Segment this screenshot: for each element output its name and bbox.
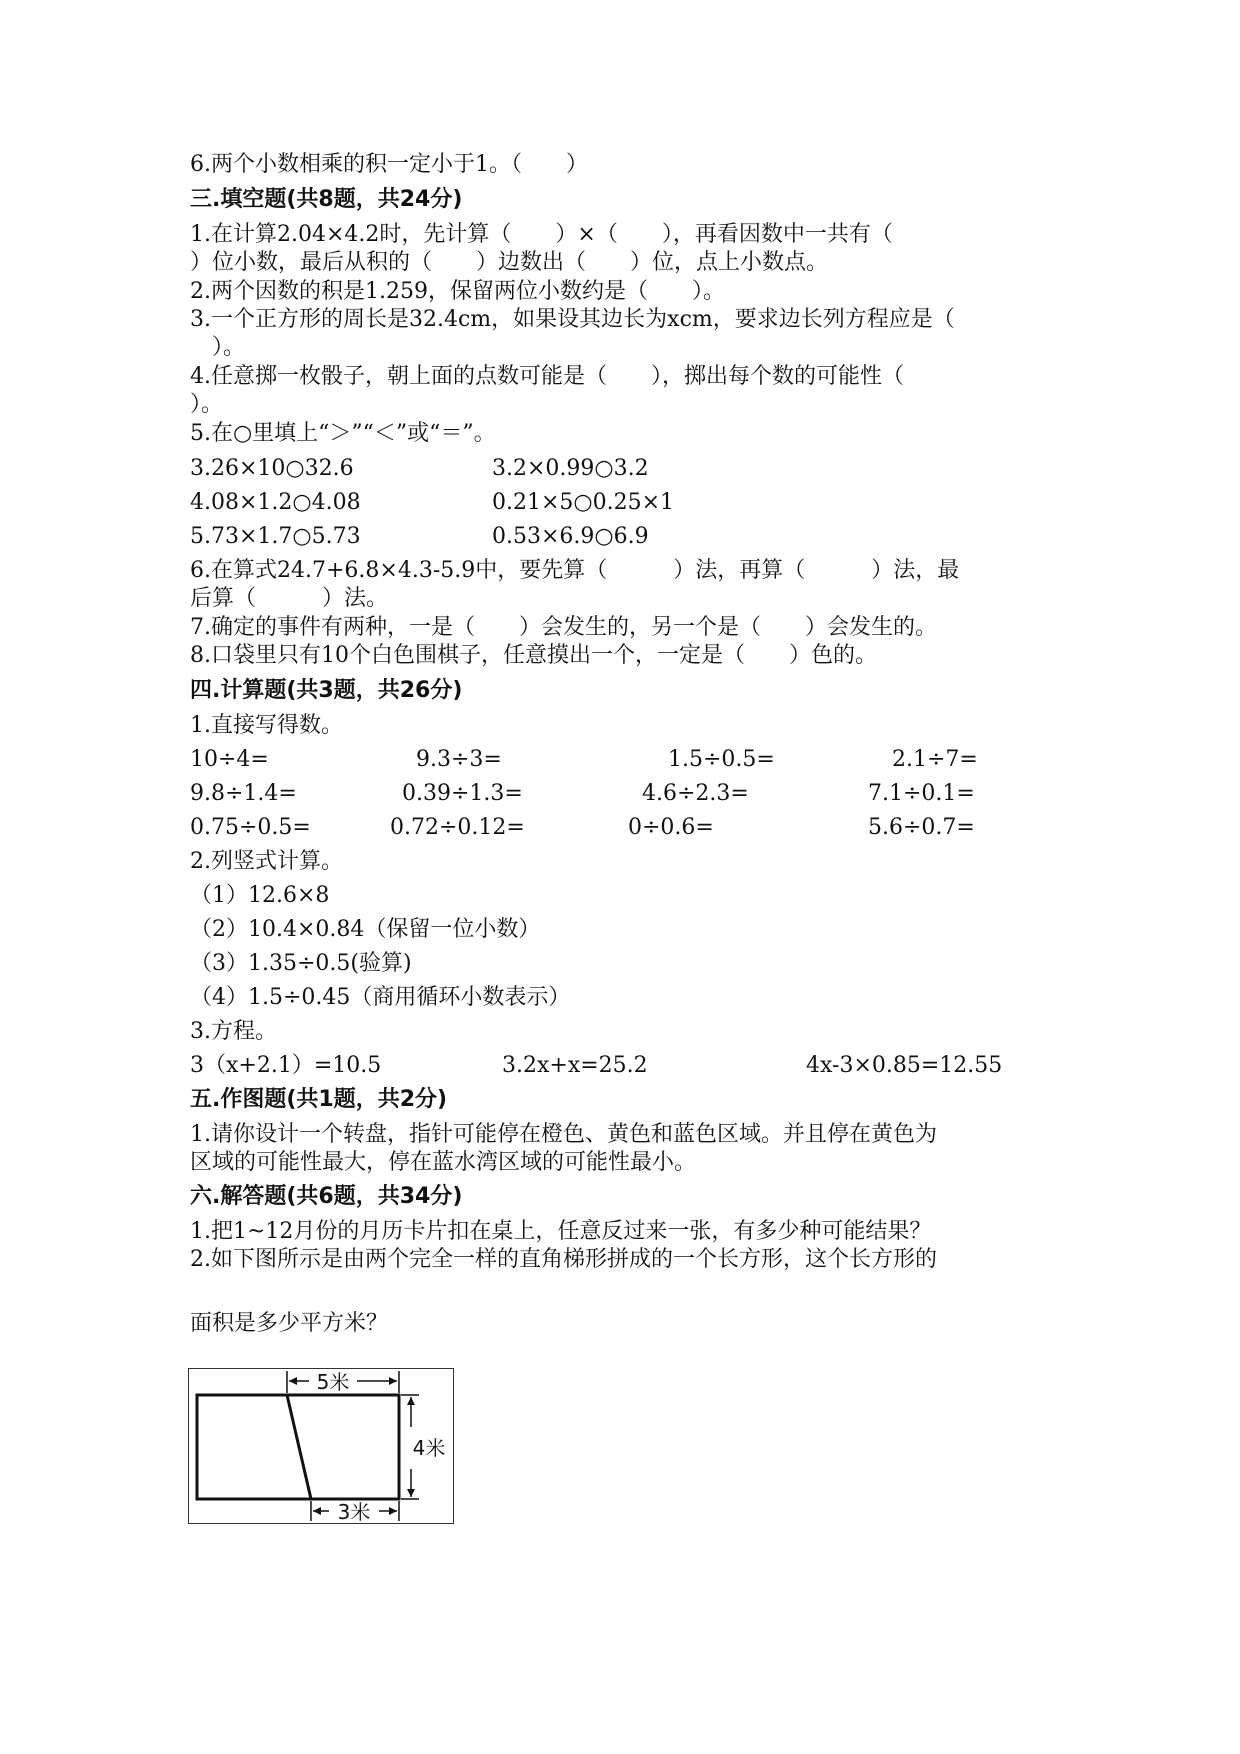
right-dim-arrow-top [407,1397,415,1405]
trapezoid-divider [287,1395,311,1499]
right-dim-label: 4米 [412,1436,446,1460]
vertical-item: （1）12.6×8 [190,883,330,908]
oral-item: 2.1÷7= [892,747,978,772]
compare-item: 3.2×0.99○3.2 [492,456,649,481]
fill-q3-line2: ）。 [190,335,246,360]
compare-item: 4.08×1.2○4.08 [190,490,361,515]
equation-item: 3.2x+x=25.2 [502,1053,648,1078]
fill-q7: 7.确定的事件有两种，一是（ ）会发生的，另一个是（ ）会发生的。 [190,615,937,640]
oral-item: 0÷0.6= [628,815,714,840]
draw-q1-line2: 区域的可能性最大，停在蓝水湾区域的可能性最小。 [190,1150,697,1175]
compare-item: 0.53×6.9○6.9 [492,524,649,549]
fill-q2: 2.两个因数的积是1.259，保留两位小数约是（ ）。 [190,279,725,304]
oral-item: 9.8÷1.4= [190,781,297,806]
oral-item: 5.6÷0.7= [868,815,975,840]
vertical-item: （4）1.5÷0.45（商用循环小数表示） [190,985,571,1010]
bottom-dim-arrow-right [389,1507,397,1515]
equation-item: 3（x+2.1）=10.5 [190,1053,382,1078]
rectangle-trapezoid-figure [188,1368,454,1524]
section-5-title: 五.作图题(共1题，共2分) [190,1087,448,1112]
bottom-dim-arrow-left [313,1507,321,1515]
oral-item: 7.1÷0.1= [868,781,975,806]
section-4-title: 四.计算题(共3题，共26分) [190,678,463,703]
fill-q4-line1: 4.任意掷一枚骰子，朝上面的点数可能是（ ），掷出每个数的可能性（ [190,364,904,389]
section-3-title: 三.填空题(共8题，共24分) [190,187,463,212]
bottom-dim-label: 3米 [337,1500,371,1523]
equation-item: 4x-3×0.85=12.55 [806,1053,1003,1078]
compare-item: 0.21×5○0.25×1 [492,490,675,515]
calc-q1: 1.直接写得数。 [190,713,343,738]
fill-q4-line2: ）。 [190,392,224,417]
calc-q3: 3.方程。 [190,1019,277,1044]
judge-q6: 6.两个小数相乘的积一定小于1。（ ） [190,152,588,177]
fill-q6-line2: 后算（ ）法。 [190,586,389,611]
compare-item: 3.26×10○32.6 [190,456,354,481]
oral-item: 10÷4= [190,747,269,772]
right-dim-arrow-bottom [407,1489,415,1497]
answer-q2-line2: 面积是多少平方米？ [190,1311,389,1336]
top-dim-label: 5米 [316,1370,350,1394]
fill-q8: 8.口袋里只有10个白色围棋子，任意摸出一个，一定是（ ）色的。 [190,643,877,668]
answer-q2-line1: 2.如下图所示是由两个完全一样的直角梯形拼成的一个长方形，这个长方形的 [190,1247,937,1272]
draw-q1-line1: 1.请你设计一个转盘，指针可能停在橙色、黄色和蓝色区域。并且停在黄色为 [190,1122,937,1147]
fill-q1-line2: ）位小数，最后从积的（ ）边数出（ ）位，点上小数点。 [190,250,829,275]
oral-item: 9.3÷3= [416,747,502,772]
oral-item: 0.72÷0.12= [390,815,525,840]
fill-q5: 5.在○里填上“＞”“＜”或“＝”。 [190,421,496,446]
oral-item: 1.5÷0.5= [668,747,775,772]
figure-svg [189,1369,453,1523]
calc-q2: 2.列竖式计算。 [190,849,343,874]
compare-item: 5.73×1.7○5.73 [190,524,361,549]
top-dim-arrow-right [389,1377,397,1385]
vertical-item: （2）10.4×0.84（保留一位小数） [190,917,541,942]
section-6-title: 六.解答题(共6题，共34分) [190,1184,463,1209]
fill-q1-line1: 1.在计算2.04×4.2时，先计算（ ）×（ ），再看因数中一共有（ [190,222,893,247]
oral-item: 4.6÷2.3= [642,781,749,806]
answer-q1: 1.把1~12月份的月历卡片扣在桌上，任意反过来一张，有多少种可能结果？ [190,1219,932,1244]
top-dim-arrow-left [289,1377,297,1385]
vertical-item: （3）1.35÷0.5(验算) [190,951,412,976]
oral-item: 0.39÷1.3= [402,781,523,806]
fill-q6-line1: 6.在算式24.7+6.8×4.3-5.9中，要先算（ ）法，再算（ ）法，最 [190,558,960,583]
oral-item: 0.75÷0.5= [190,815,311,840]
fill-q3-line1: 3.一个正方形的周长是32.4cm，如果设其边长为xcm，要求边长列方程应是（ [190,307,955,332]
